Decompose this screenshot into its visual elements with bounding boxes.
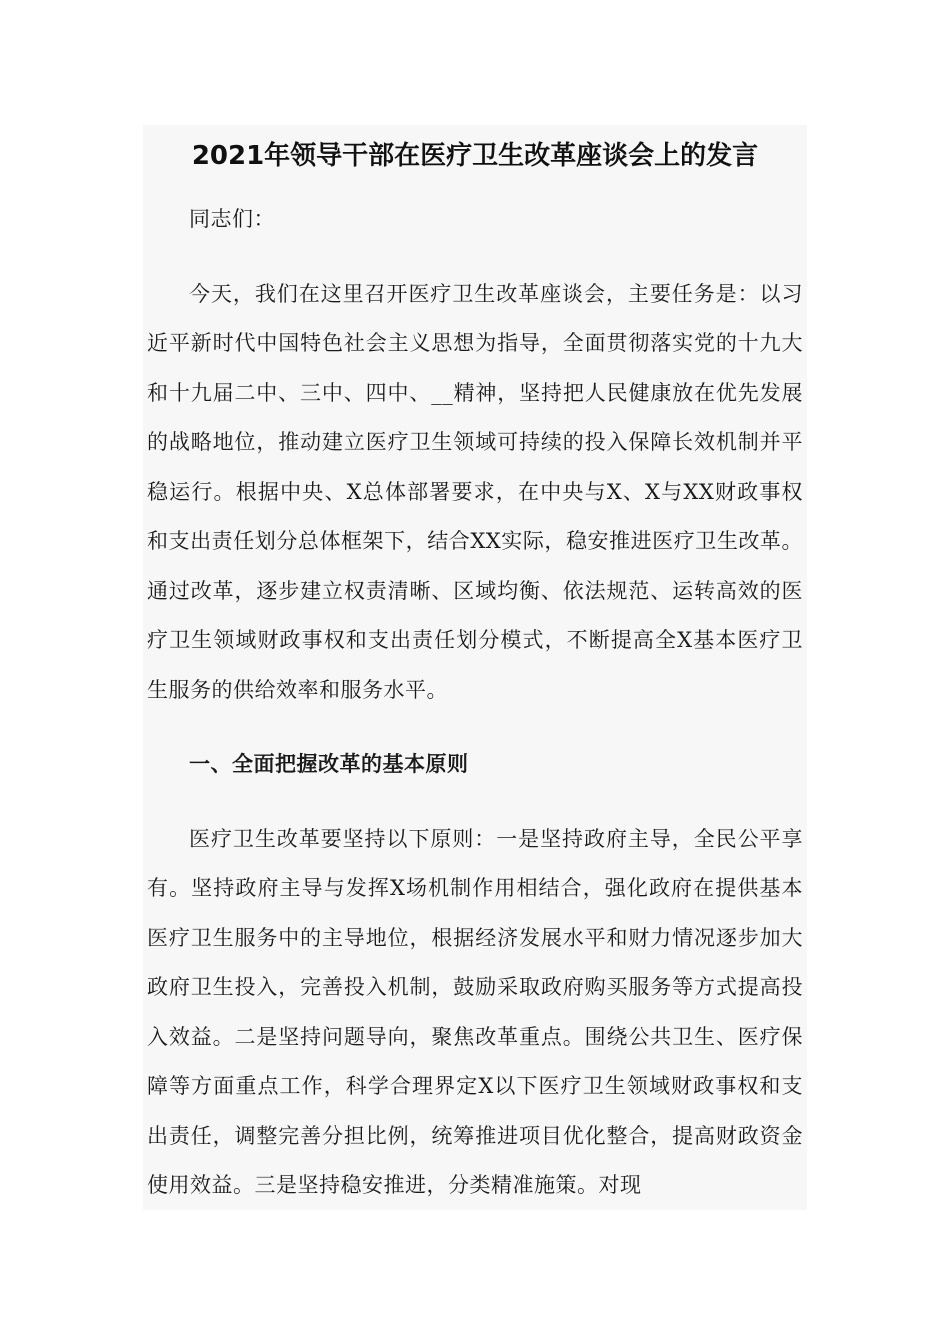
document-body (143, 125, 807, 1210)
salutation: 同志们： (189, 207, 275, 231)
section-paragraph: 医疗卫生改革要坚持以下原则：一是坚持政府主导，全民公平享有。坚持政府主导与发挥X场机制作用相结合，强化政府在提供基本医疗卫生服务中的主导地位，根据经济发展水平和财力情况逐步加大政府卫生投入，完善投入机制，鼓励采取政府购买服务等方式提高投入效益。二是坚持问题导向，聚焦改革重点。围绕公共卫生、医疗保障等方面重点工作，科学合理界定X以下医疗卫生领域财政事权和支出责任，调整完善分担比例，统筹推进项目优化整合，提高财政资金使用效益。三是坚持稳安推进，分类精准施策。对现 (147, 826, 803, 1197)
section-heading: 一、全面把握改革的基本原则 (189, 752, 469, 776)
document-title: 2021年领导干部在医疗卫生改革座谈会上的发言 (191, 141, 759, 171)
intro-paragraph: 今天，我们在这里召开医疗卫生改革座谈会，主要任务是：以习近平新时代中国特色社会主义思想为指导，全面贯彻落实党的十九大和十九届二中、三中、四中、__精神，坚持把人民健康放在优先发展的战略地位，推动建立医疗卫生领域可持续的投入保障长效机制并平稳运行。根据中央、X总体部署要求，在中央与X、X与XX财政事权和支出责任划分总体框架下，结合XX实际，稳安推进医疗卫生改革。通过改革，逐步建立权责清晰、区域均衡、依法规范、运转高效的医疗卫生领域财政事权和支出责任划分模式，不断提高全X基本医疗卫生服务的供给效率和服务水平。 (147, 281, 803, 702)
